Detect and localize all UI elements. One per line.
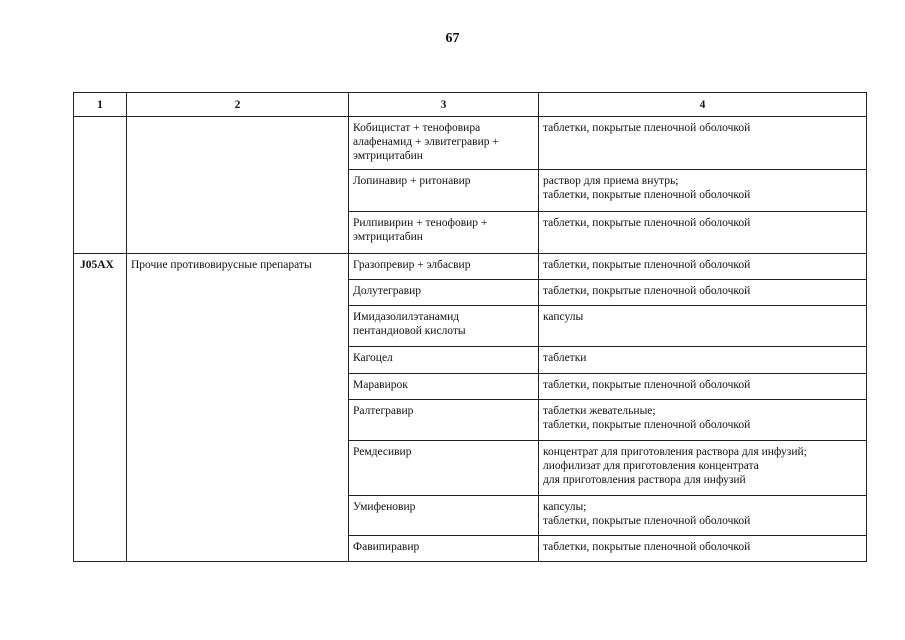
drug-name-cell: Долутегравир — [349, 280, 539, 306]
dosage-form-cell: таблетки, покрытые пленочной оболочкой — [539, 254, 867, 280]
drug-name-cell: Ралтегравир — [349, 400, 539, 441]
drug-name-cell: Лопинавир + ритонавир — [349, 170, 539, 212]
dosage-form-cell: таблетки, покрытые пленочной оболочкой — [539, 280, 867, 306]
dosage-form-cell: концентрат для приготовления раствора для инфузий; лиофилизат для приготовления концентрата для приготовления раствора для инфузий — [539, 441, 867, 496]
drug-name-cell: Ремдесивир — [349, 441, 539, 496]
group-name-cell: Прочие противовирусные препараты — [127, 254, 349, 562]
dosage-form-cell: капсулы; таблетки, покрытые пленочной оболочкой — [539, 496, 867, 536]
page-number: 67 — [445, 31, 460, 46]
drug-name-cell: Кобицистат + тенофовира алафенамид + элвитегравир + эмтрицитабин — [349, 117, 539, 170]
column-header-4: 4 — [539, 93, 867, 117]
drug-name-cell: Имидазолилэтанамид пентандиовой кислоты — [349, 306, 539, 347]
column-header-1: 1 — [74, 93, 127, 117]
column-header-3: 3 — [349, 93, 539, 117]
table-row — [74, 254, 867, 280]
dosage-form-cell: таблетки, покрытые пленочной оболочкой — [539, 374, 867, 400]
drug-table — [73, 92, 867, 562]
drug-name-cell: Рилпивирин + тенофовир + эмтрицитабин — [349, 212, 539, 254]
drug-name-cell: Гразопревир + элбасвир — [349, 254, 539, 280]
dosage-form-cell: таблетки, покрытые пленочной оболочкой — [539, 536, 867, 562]
dosage-form-cell: раствор для приема внутрь; таблетки, покрытые пленочной оболочкой — [539, 170, 867, 212]
drug-name-cell: Фавипиравир — [349, 536, 539, 562]
drug-name-cell: Маравирок — [349, 374, 539, 400]
table-row — [74, 117, 867, 170]
empty-group-cell — [127, 117, 349, 254]
drug-name-cell: Кагоцел — [349, 347, 539, 374]
header-row — [74, 93, 867, 117]
empty-code-cell — [74, 117, 127, 254]
dosage-form-cell: капсулы — [539, 306, 867, 347]
dosage-form-cell: таблетки жевательные; таблетки, покрытые пленочной оболочкой — [539, 400, 867, 441]
atc-code-cell: J05AX — [74, 254, 127, 562]
dosage-form-cell: таблетки, покрытые пленочной оболочкой — [539, 212, 867, 254]
dosage-form-cell: таблетки — [539, 347, 867, 374]
drug-name-cell: Умифеновир — [349, 496, 539, 536]
dosage-form-cell: таблетки, покрытые пленочной оболочкой — [539, 117, 867, 170]
column-header-2: 2 — [127, 93, 349, 117]
